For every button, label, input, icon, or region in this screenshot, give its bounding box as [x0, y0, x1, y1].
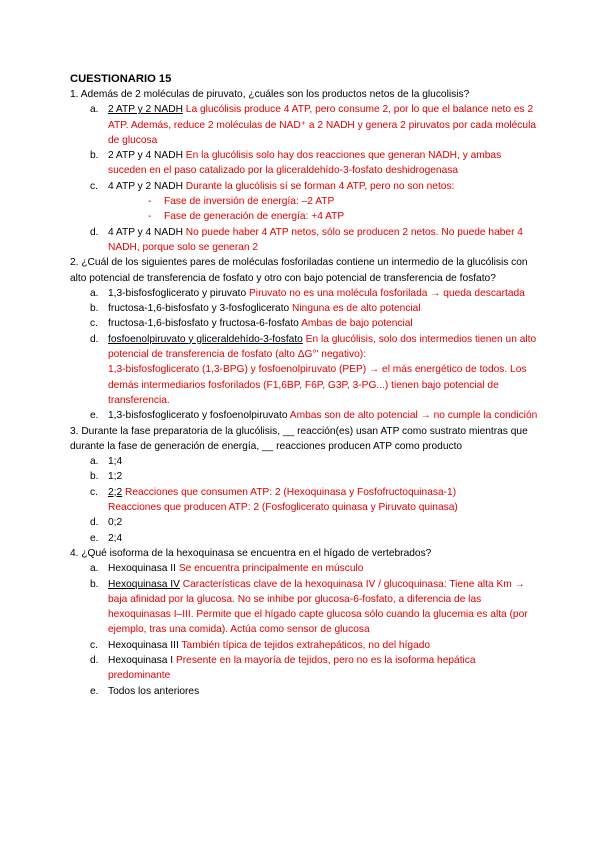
question-stem: 2. ¿Cuál de los siguientes pares de moléculas fosforiladas contiene un intermedio de la glucólisis con alto potencial de transferencia de fosfato y otro con bajo potencial de transferencia de fosfato? [70, 257, 528, 284]
option-c [90, 638, 538, 653]
option-note: Durante la glucólisis sí se forman 4 ATP, pero no son netos: [185, 180, 455, 192]
option-a [90, 561, 538, 576]
sub-list [148, 194, 538, 225]
option-text: fructosa-1,6-bisfosfato y fructosa-6-fosfato [108, 318, 299, 330]
option-d [90, 515, 538, 530]
option-label: e. [90, 685, 99, 697]
option-note: En la glucólisis solo hay dos reacciones que generan NADH, y ambas suceden en el paso catalizado por la gliceraldehído-3-fosfato deshidrogenasa [108, 150, 502, 177]
option-label: a. [90, 104, 99, 116]
sub-item: - Fase de generación de energía: +4 ATP [148, 211, 345, 223]
option-label: b. [90, 578, 99, 590]
option-list [90, 561, 538, 699]
option-text: Todos los anteriores [108, 685, 200, 697]
option-label: c. [90, 180, 98, 192]
option-b [90, 301, 538, 316]
option-note-continued: 1,3-bisfosfoglicerato (1,3-BPG) y fosfoenolpiruvato (PEP) → el más energético de todos. Los demás intermediarios fosforilados (F1,6BP, F6P, G3P, 3-PG...) tienen bajo potencial de transferencia. [108, 364, 527, 406]
option-label: a. [90, 563, 99, 575]
option-e [90, 408, 538, 423]
option-c [90, 485, 538, 516]
option-text: 1,3-bisfosfoglicerato y piruvato [108, 287, 247, 299]
option-note: La glucólisis produce 4 ATP, pero consume 2, por lo que el balance neto es 2 ATP. Además, reduce 2 moléculas de NAD⁺ a 2 NADH y genera 2 piruvatos por cada molécula de glucosa [108, 104, 536, 146]
option-note: Se encuentra principalmente en músculo [178, 563, 364, 575]
option-text: 0;2 [108, 517, 123, 529]
option-note-continued: Reacciones que producen ATP: 2 (Fosfoglicerato quinasa y Piruvato quinasa) [108, 502, 458, 514]
option-b [90, 577, 538, 638]
option-label: c. [90, 639, 98, 651]
question-3 [70, 424, 538, 546]
option-text: 1;2 [108, 471, 123, 483]
option-text: Hexoquinasa I [108, 654, 174, 666]
option-note: Ninguna es de alto potencial [292, 303, 421, 315]
option-text: 4 ATP y 4 NADH [108, 226, 183, 238]
option-note: Características clave de la hexoquinasa IV / glucoquinasa: Tiene alta Km → baja afinidad por la glucosa. No se inhibe por glucosa-6-fosfato, a diferencia de las hexoquinasas I–III. Permite que el hígado capte glucosa sólo cuando la glucemia es alta (por ejemplo, tras una comida). Actúa como sensor de glucosa [108, 578, 528, 636]
option-list [90, 102, 538, 255]
option-text-correct: fosfoenolpiruvato y gliceraldehído-3-fosfato [108, 333, 303, 345]
option-text-correct: 2;2 [108, 486, 123, 498]
option-d [90, 225, 538, 256]
option-label: e. [90, 532, 99, 544]
option-list [90, 454, 538, 546]
option-text: 1;4 [108, 456, 123, 468]
option-label: c. [90, 486, 98, 498]
option-text: 2 ATP y 4 NADH [108, 150, 183, 162]
option-e [90, 684, 538, 699]
option-list [90, 286, 538, 424]
option-a [90, 454, 538, 469]
sub-item: - Fase de inversión de energía: –2 ATP [148, 196, 335, 208]
questionnaire [70, 72, 538, 699]
question-1 [70, 87, 538, 255]
option-label: e. [90, 410, 99, 422]
option-text: Hexoquinasa II [108, 563, 176, 575]
option-note: En la glucólisis, solo dos intermedios tienen un alto potencial de transferencia de fosfato (alto ΔG°' negativo): [108, 333, 537, 361]
option-label: d. [90, 517, 99, 529]
option-label: b. [90, 150, 99, 162]
option-note: Piruvato no es una molécula fosforilada → queda descartada [249, 287, 525, 299]
option-label: d. [90, 333, 99, 345]
option-label: c. [90, 318, 98, 330]
option-label: d. [90, 654, 99, 666]
option-label: b. [90, 471, 99, 483]
option-b [90, 148, 538, 179]
option-text-correct: Hexoquinasa IV [108, 578, 180, 590]
option-label: d. [90, 226, 99, 238]
question-stem: 3. Durante la fase preparatoria de la glucólisis, __ reacción(es) usan ATP como sustrato mientras que durante la fase de generación de energía, __ reacciones producen ATP como producto [70, 425, 528, 452]
option-label: a. [90, 287, 99, 299]
option-note: Ambas son de alto potencial → no cumple la condición [289, 410, 538, 422]
question-4 [70, 546, 538, 699]
option-text: Hexoquinasa III [108, 639, 179, 651]
option-note: Ambas de bajo potencial [301, 318, 413, 330]
option-d [90, 332, 538, 408]
option-note: Presente en la mayoría de tejidos, pero no es la isoforma hepática predominante [108, 654, 476, 682]
option-label: a. [90, 456, 99, 468]
option-a [90, 286, 538, 301]
option-text-correct: 2 ATP y 2 NADH [108, 104, 183, 116]
option-note: No puede haber 4 ATP netos, sólo se producen 2 netos. No puede haber 4 NADH, porque solo se generan 2 [108, 226, 523, 253]
question-stem: 4. ¿Qué isoforma de la hexoquinasa se encuentra en el hígado de vertebrados? [70, 547, 432, 559]
option-c [90, 316, 538, 331]
option-note: Reacciones que consumen ATP: 2 (Hexoquinasa y Fosfofructoquinasa-1) [125, 486, 457, 498]
option-b [90, 469, 538, 484]
option-text: 4 ATP y 2 NADH [108, 180, 183, 192]
option-text: fructosa-1,6-bisfosfato y 3-fosfoglicerato [108, 303, 290, 315]
option-label: b. [90, 303, 99, 315]
option-text: 1,3-bisfosfoglicerato y fosfoenolpiruvato [108, 410, 288, 422]
option-note: También típica de tejidos extrahepáticos, no del hígado [181, 639, 431, 651]
option-a [90, 102, 538, 148]
option-e [90, 531, 538, 546]
option-text: 2;4 [108, 532, 123, 544]
option-d [90, 653, 538, 684]
question-2 [70, 255, 538, 423]
option-c [90, 179, 538, 225]
question-stem: 1. Además de 2 moléculas de piruvato, ¿cuáles son los productos netos de la glucolisis? [70, 89, 470, 100]
document-title: CUESTIONARIO 15 [70, 73, 172, 85]
